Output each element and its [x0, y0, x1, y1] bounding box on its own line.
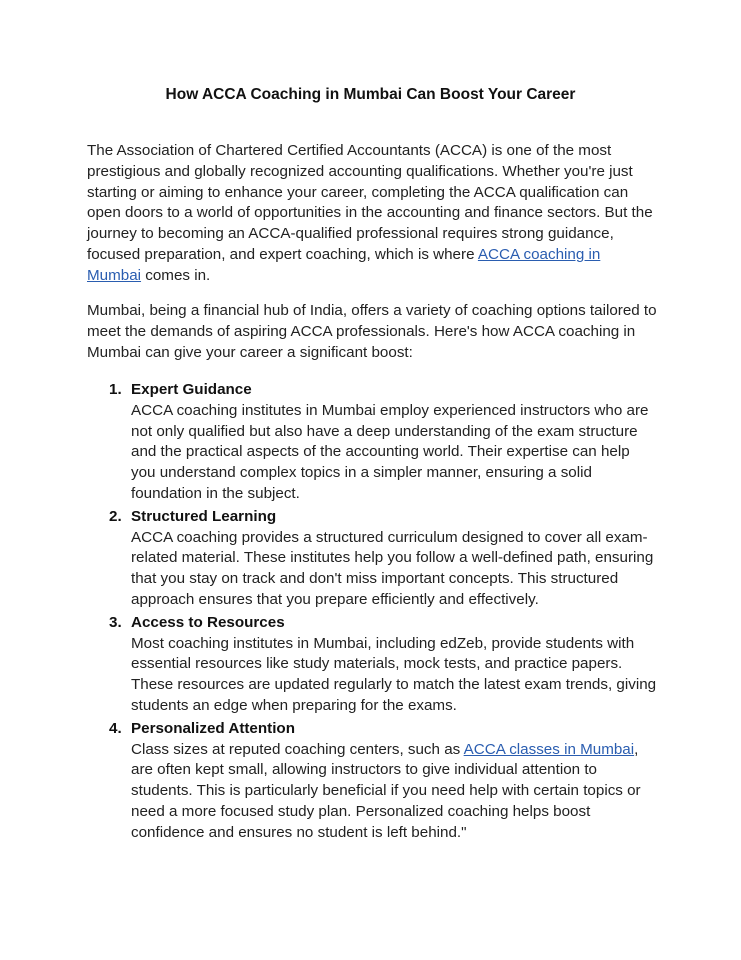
list-heading: Access to Resources — [131, 613, 285, 631]
list-body: ACCA coaching institutes in Mumbai employ experienced instructors who are not only qualified but also have a deep understanding of the exam structure and the practical aspects of the accounting world. Their expertise can help you understand complex topics in a simpler manner, ensuring a solid foundation in the subject. — [131, 401, 649, 502]
second-paragraph: Mumbai, being a financial hub of India, offers a variety of coaching options tailored to meet the demands of aspiring ACCA professionals. Here's how ACCA coaching in Mumbai can give your career a significant boost: — [87, 302, 657, 361]
list-item — [87, 719, 657, 844]
intro-paragraph — [87, 141, 657, 287]
list-number: 4. — [109, 719, 122, 737]
list-body: Most coaching institutes in Mumbai, including edZeb, provide students with essential resources like study materials, mock tests, and practice papers. These resources are updated regularly to match the latest exam trends, giving students an edge when preparing for the exams. — [131, 634, 657, 714]
intro-text: The Association of Chartered Certified Accountants (ACCA) is one of the most prestigious and globally recognized accounting qualifications. Whether you're just starting or aiming to enhance your career, completing the ACCA qualification can open doors to a world of opportunities in the accounting and finance sectors. But the journey to becoming an ACCA-qualified professional requires strong guidance, focused preparation, and expert coaching, which is where — [87, 142, 653, 263]
acca-classes-mumbai-link[interactable]: ACCA classes in Mumbai — [463, 740, 635, 758]
list-number: 3. — [109, 613, 122, 631]
list-body — [131, 740, 657, 844]
list-body-text: Class sizes at reputed coaching centers, such as — [131, 740, 464, 758]
list-heading: Expert Guidance — [131, 381, 252, 398]
benefits-list — [87, 380, 657, 846]
list-item — [87, 380, 657, 505]
intro-text-end: comes in. — [141, 266, 211, 284]
list-item — [87, 507, 657, 611]
list-number: 2. — [109, 507, 122, 525]
list-number: 1. — [109, 381, 122, 398]
list-heading: Personalized Attention — [131, 719, 295, 737]
list-body: ACCA coaching provides a structured curriculum designed to cover all exam-related material. These institutes help you follow a well-defined path, ensuring that you stay on track and don't miss important concepts. This structured approach ensures that you prepare efficiently and effectively. — [131, 528, 654, 608]
list-heading: Structured Learning — [131, 507, 277, 525]
acca-coaching-mumbai-link[interactable]: ACCA coaching in Mumbai — [87, 245, 601, 284]
list-item — [87, 613, 657, 717]
document-title: How ACCA Coaching in Mumbai Can Boost Your Career — [165, 86, 576, 103]
list-body-text-end: , are often kept small, allowing instructors to give individual attention to students. This is particularly beneficial if you need help with certain topics or need a more focused study plan. Personalized coaching helps boost confidence and ensures no student is left behind." — [131, 740, 641, 841]
